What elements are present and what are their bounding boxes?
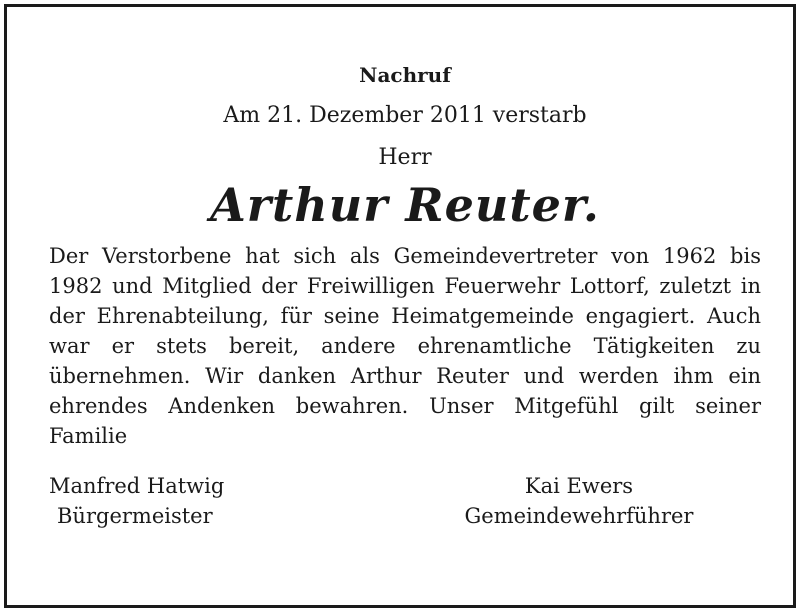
- signature-title: Gemeindewehrführer: [464, 504, 694, 528]
- signature-title: Bürgermeister: [57, 504, 213, 528]
- date-line: Am 21. Dezember 2011 verstarb: [223, 103, 587, 128]
- signature-right: [449, 471, 709, 531]
- notice-heading: Nachruf: [359, 63, 451, 87]
- signature-name: Manfred Hatwig: [49, 474, 225, 498]
- signature-name: Kai Ewers: [524, 474, 634, 498]
- notice-frame: [4, 4, 796, 608]
- notice-content: [49, 61, 761, 531]
- salutation: Herr: [378, 145, 432, 170]
- notice-body: Der Verstorbene hat sich als Gemeindevertreter von 1962 bis 1982 und Mitglied der Freiwilligen Feuerwehr Lottorf, zuletzt in der Ehrenabteilung, für seine Heimatgemeinde engagiert. Auch war er stets bereit, andere ehrenamtliche Tätigkeiten zu übernehmen. Wir danken Arthur Reuter und werden ihm ein ehrendes Andenken bewahren. Unser Mitgefühl gilt seiner Familie: [49, 244, 761, 448]
- deceased-name: Arthur Reuter.: [210, 178, 600, 232]
- signatures: [49, 471, 761, 531]
- signature-left: [49, 471, 224, 531]
